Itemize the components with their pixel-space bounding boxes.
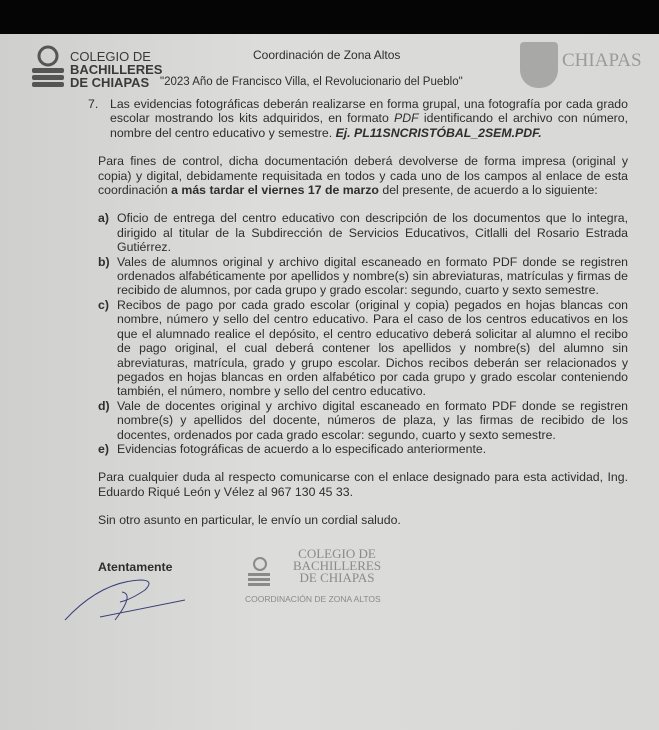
item-7 [88,97,629,140]
list-mark: d) [98,398,110,413]
stamp-text [277,545,397,585]
coordination-title: Coordinación de Zona Altos [253,48,401,62]
paragraph-control [98,154,628,197]
item-number: 7. [88,97,99,111]
list-text: Oficio de entrega del centro educativo con descripción de los documentos que lo integra, dirigido al titular de la Subdirección de Servicios Educativos, Citlalli del Rosario Estrada Gutiérrez. [117,211,628,255]
contact-paragraph: Para cualquier duda al respecto comunicarse con el enlace designado para esta actividad, Ing. Eduardo Riqué León y Vélez al 967 130 45 33. [98,470,628,499]
list-item [98,442,628,456]
para-text: Para fines de control, dicha documentación deberá devolverse de forma impresa (original y copia) y digital, debidamente requisitada en todos y cada uno de los campos al enlace de esta coordinación [98,154,628,198]
closing-line: Sin otro asunto en particular, le envío un cordial saludo. [98,513,401,528]
year-motto: "2023 Año de Francisco Villa, el Revolucionario del Pueblo" [160,76,463,88]
chiapas-shield-icon [520,42,558,88]
list-item [98,298,628,399]
list-mark: a) [98,211,109,226]
list-text: Vales de alumnos original y archivo digital escaneado en formato PDF donde se registren ordenados alfabéticamente por apellidos y nombre(s) sin abreviaturas, matrículas y firmas de recibido de alumnos, por cada grupo y grado escolar: segundo, cuarto y sexto semestre. [117,254,628,298]
logo-text-2: BACHILLERES [70,62,163,77]
photo-dark-border [0,0,659,34]
list-mark: e) [98,441,109,456]
list-item [98,255,628,298]
deadline: a más tardar el viernes 17 de marzo [171,183,379,198]
stamp-subtitle: COORDINACIÓN DE ZONA ALTOS [245,593,381,604]
stamp-line: BACHILLERES [292,557,382,573]
pdf-word: PDF [394,111,419,126]
signature-row [98,545,628,608]
logo-text-1: COLEGIO DE [70,49,151,64]
signoff: Atentamente [98,559,173,574]
example-filename: Ej. PL11SNCRISTÓBAL_2SEM.PDF. [335,125,542,140]
list-mark: c) [98,297,109,312]
list-item [98,399,628,442]
list-text: Evidencias fotográficas de acuerdo a lo especificado anteriormente. [117,441,487,456]
list-text: Recibos de pago por cada grado escolar (original y copia) pegados en hojas blancas con nombre, número y sello del centro educativo. Para el caso de los centros educativos en los que el alumnado realice el depósito, el centro educativo deberá solicitar al alumno el recibo de pago original, el cual deberá contener los apellidos y nombre(s) del alumno sin abreviaturas, matrícula, grado y grupo escolar. Dichos recibos deberán ser relacionados y pegados en hojas blancas en orden alfabético por cada grupo y grado escolar conteniendo también, el número, nombre y sello del centro educativo. [117,297,628,399]
logo-text-3: DE CHIAPAS [70,75,150,90]
para-text-2: del presente, de acuerdo a lo siguiente: [378,183,598,198]
list-text: Vale de docentes original y archivo digital escaneado en formato PDF donde se registren nombre(s) y apellidos del docente, números de plaza, y las firmas de recibido de los docentes, ordenados por cada grado escolar: segundo, cuarto y sexto semestre. [117,398,628,442]
letter-body [88,97,629,608]
stamp-line: DE CHIAPAS [299,569,375,585]
requirements-list [98,211,628,456]
stamp-line: COLEGIO DE [298,545,376,561]
chiapas-logo: CHIAPAS [562,50,642,71]
signature-icon [60,572,200,622]
official-stamp [245,545,415,608]
list-item [98,211,628,254]
item-text-2: identificando el archivo con número, nombre del centro educativo y semestre. [110,111,629,140]
list-mark: b) [98,254,110,269]
item-text: Las evidencias fotográficas deberán realizarse en forma grupal, una fotografía por cada grado escolar mostrando los kits adquiridos, en formato [110,97,628,126]
stamp-logo-icon [247,556,273,586]
